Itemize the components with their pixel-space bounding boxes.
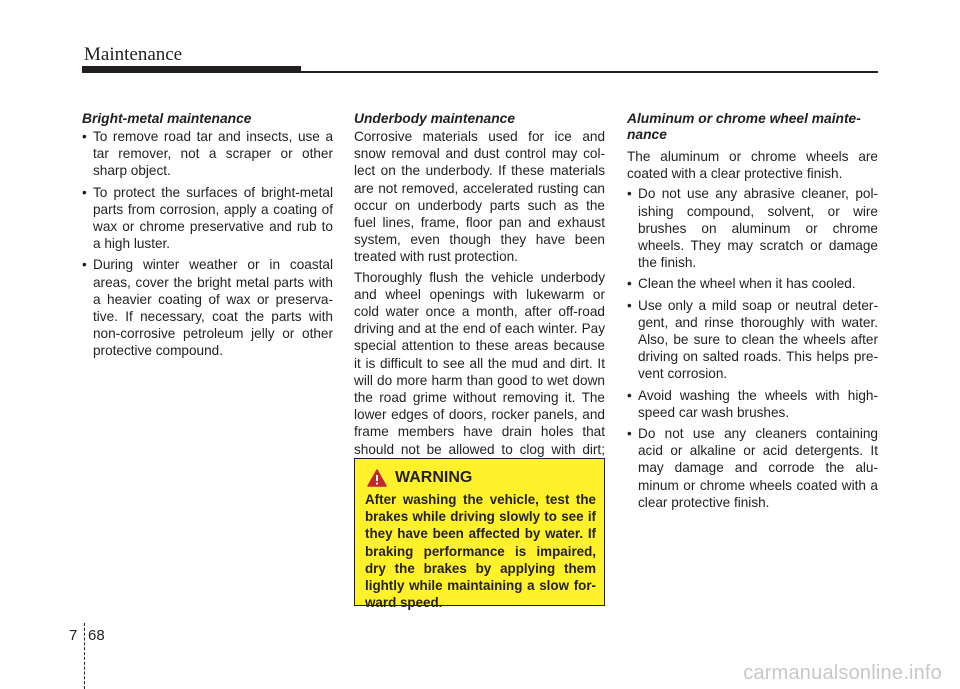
bullet-icon: • — [627, 387, 632, 403]
page-number: 68 — [88, 627, 105, 644]
list-item: • During winter weather or in coastal areas, cover the bright metal parts with a heavier coating of wax or preserva-tive. If necessary, coat the parts with non-corrosive petroleum jelly or other protective compound. — [82, 257, 333, 359]
section-title-wheel: Aluminum or chrome wheel mainte-nance — [627, 111, 861, 142]
bullet-icon: • — [627, 297, 632, 313]
wheel-intro: The aluminum or chrome wheels are coated with a clear protective finish. — [627, 149, 878, 182]
bright-metal-list — [82, 128, 333, 360]
bullet-icon: • — [627, 426, 632, 442]
bullet-icon: • — [82, 184, 87, 200]
list-item: • To protect the surfaces of bright-metal parts from corrosion, apply a coating of wax or chrome preservative and rub to a high luster. — [82, 184, 333, 252]
warning-triangle-icon — [367, 469, 387, 487]
section-title-underbody: Underbody maintenance — [354, 111, 515, 126]
section-title-bright-metal: Bright-metal maintenance — [82, 111, 252, 126]
bullet-icon: • — [627, 186, 632, 202]
footer-divider — [84, 623, 86, 689]
underbody-paragraph: Thoroughly flush the vehicle underbody and wheel openings with lukewarm or cold water once a month, after off-road driving and at the end of each winter. Pay special attention to these areas because it is difficult to see all the mud and dirt. It will do more harm than good to wet down the road grime without removing it. The lower edges of doors, rocker panels, and frame members have drain holes that should not be allowed to clog with dirt; — [354, 269, 605, 457]
column-wheel — [627, 111, 878, 515]
list-item: • Do not use any cleaners containing acid or alkaline or acid detergents. It may damage and corrode the alu-minum or chrome wheels coated with a clear protective finish. — [627, 426, 878, 510]
underbody-paragraph: Corrosive materials used for ice and snow removal and dust control may col-lect on the underbody. If these materials are not removed, accelerated rusting can occur on underbody parts such as the fuel lines, frame, floor pan and exhaust system, even though they have been treated with rust protection. — [354, 129, 605, 265]
header-rule-thin — [301, 71, 878, 73]
warning-text: After washing the vehicle, test the brakes while driving slowly to see if they have been affected by water. If braking performance is impaired, dry the brakes by applying them lightly while maintaining a slow for-ward speed. — [365, 492, 596, 611]
bullet-icon: • — [82, 129, 87, 144]
list-item: • Do not use any abrasive cleaner, pol-ishing compound, solvent, or wire brushes on aluminum or chrome wheels. They may scratch or damage the finish. — [627, 186, 878, 271]
warning-box — [354, 458, 605, 611]
page-title: Maintenance — [84, 44, 183, 65]
column-bright-metal — [82, 111, 333, 364]
bullet-icon: • — [82, 257, 87, 273]
chapter-number: 7 — [69, 627, 78, 644]
list-item: • To remove road tar and insects, use a tar remover, not a scraper or other sharp object. — [82, 129, 333, 179]
header-rule-thick — [82, 66, 301, 73]
column-underbody — [354, 111, 605, 495]
warning-label: WARNING — [395, 469, 473, 486]
wheel-list — [627, 185, 878, 511]
list-item: • Avoid washing the wheels with high-speed car wash brushes. — [627, 387, 878, 420]
warning-header — [367, 469, 472, 487]
bullet-icon: • — [627, 276, 632, 292]
watermark: carmanualsonline.info — [743, 662, 942, 684]
list-item: • Use only a mild soap or neutral deter-gent, and rinse thoroughly with water. Also, be sure to clean the wheels after driving on salted roads. This helps pre-vent corrosion. — [627, 297, 878, 382]
list-item: • Clean the wheel when it has cooled. — [627, 276, 856, 292]
